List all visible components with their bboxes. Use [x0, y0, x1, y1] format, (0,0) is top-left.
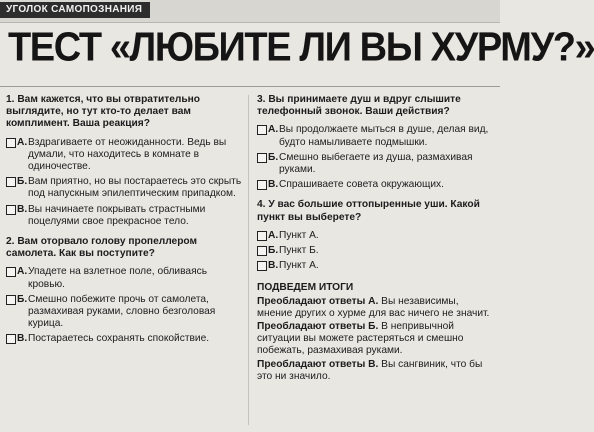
- answer-text: Вам приятно, но вы постараетесь это скрыть под напускным эпилептическим припадком.: [28, 176, 242, 200]
- answer-option[interactable]: [6, 137, 242, 174]
- checkbox-icon[interactable]: [257, 125, 267, 135]
- checkbox-icon[interactable]: [6, 267, 16, 277]
- answer-text: Спрашиваете совета окружающих.: [279, 179, 444, 191]
- answer-letter: А.: [268, 124, 279, 136]
- answer-letter: В.: [17, 333, 28, 345]
- answer-letter: А.: [268, 229, 279, 241]
- section-tag: УГОЛОК САМОПОЗНАНИЯ: [0, 2, 150, 18]
- question-4: 4. У вас большие оттопыренные уши. Какой пункт вы выберете?: [257, 199, 480, 223]
- checkbox-icon[interactable]: [257, 153, 267, 163]
- question-3: 3. Вы принимаете душ и вдруг слышите телефонный звонок. Ваши действия?: [257, 94, 461, 118]
- result-text: В непривычной ситуации вы можете растеряться и смешно побежать, размахивая руками.: [257, 321, 464, 357]
- results-heading: ПОДВЕДЕМ ИТОГИ: [257, 282, 354, 294]
- checkbox-icon[interactable]: [6, 334, 16, 344]
- result-c: [257, 359, 495, 383]
- answer-option[interactable]: [257, 245, 495, 257]
- answer-option[interactable]: [257, 179, 495, 191]
- column-divider: [248, 95, 249, 425]
- left-column: [6, 94, 242, 354]
- answer-option[interactable]: [257, 230, 495, 242]
- answer-option[interactable]: [6, 333, 242, 345]
- answer-text: Вы продолжаете мыться в душе, делая вид, будто намыливаете подмышки.: [279, 124, 489, 148]
- result-text: Вы независимы, мнение других о хурме для вас ничего не значит.: [257, 295, 490, 319]
- answer-text: Вы начинаете покрывать страстными поцелуями свое прекрасное тело.: [28, 203, 206, 227]
- title-divider: [0, 86, 500, 87]
- answer-letter: Б.: [17, 293, 28, 305]
- answer-text: Упадете на взлетное поле, обливаясь кровью.: [28, 266, 208, 290]
- result-text: Вы сангвиник, что бы это ни значило.: [257, 358, 483, 382]
- checkbox-icon[interactable]: [6, 295, 16, 305]
- answer-option[interactable]: [6, 294, 242, 331]
- answer-option[interactable]: [257, 260, 495, 272]
- checkbox-icon[interactable]: [257, 261, 267, 271]
- answer-option[interactable]: [6, 204, 242, 228]
- result-a: [257, 296, 495, 320]
- checkbox-icon[interactable]: [6, 138, 16, 148]
- answer-letter: А.: [17, 136, 28, 148]
- answer-letter: В.: [268, 260, 279, 272]
- answer-letter: В.: [268, 179, 279, 191]
- answer-text: Вздрагиваете от неожиданности. Ведь вы думали, что находитесь в комнате в одиночестве.: [28, 136, 227, 173]
- answer-text: Пункт Б.: [279, 245, 319, 257]
- answer-letter: Б.: [268, 151, 279, 163]
- answer-letter: Б.: [17, 176, 28, 188]
- checkbox-icon[interactable]: [257, 246, 267, 256]
- answer-text: Пункт А.: [279, 260, 319, 272]
- checkbox-icon[interactable]: [257, 180, 267, 190]
- result-b: [257, 321, 495, 358]
- checkbox-icon[interactable]: [257, 231, 267, 241]
- result-label: Преобладают ответы В.: [257, 358, 379, 370]
- question-1: 1. Вам кажется, что вы отвратительно выглядите, но тут кто-то делает вам комплимент. Ваша реакция?: [6, 94, 200, 130]
- answer-text: Постараетесь сохранять спокойствие.: [28, 333, 210, 345]
- answers-2: [6, 266, 242, 345]
- answer-letter: В.: [17, 203, 28, 215]
- right-column: [257, 94, 495, 384]
- question-2: 2. Вам оторвало голову пропеллером самолета. Как вы поступите?: [6, 236, 198, 260]
- answers-4: [257, 230, 495, 273]
- page-title: ТЕСТ «ЛЮБИТЕ ЛИ ВЫ ХУРМУ?»: [8, 25, 594, 71]
- header-band: [0, 0, 500, 23]
- answer-option[interactable]: [257, 152, 495, 176]
- checkbox-icon[interactable]: [6, 177, 16, 187]
- answer-text: Пункт А.: [279, 229, 319, 241]
- answer-text: Смешно побежите прочь от самолета, размахивая руками, словно безголовая курица.: [28, 293, 216, 330]
- result-label: Преобладают ответы Б.: [257, 321, 379, 333]
- answer-text: Смешно выбегаете из душа, размахивая руками.: [279, 151, 473, 176]
- answers-3: [257, 124, 495, 191]
- checkbox-icon[interactable]: [6, 205, 16, 215]
- answer-letter: Б.: [268, 245, 279, 257]
- answer-option[interactable]: [6, 176, 242, 200]
- answers-1: [6, 137, 242, 228]
- answer-option[interactable]: [257, 124, 495, 148]
- answer-option[interactable]: [6, 266, 242, 290]
- result-label: Преобладают ответы А.: [257, 295, 379, 307]
- answer-letter: А.: [17, 266, 28, 278]
